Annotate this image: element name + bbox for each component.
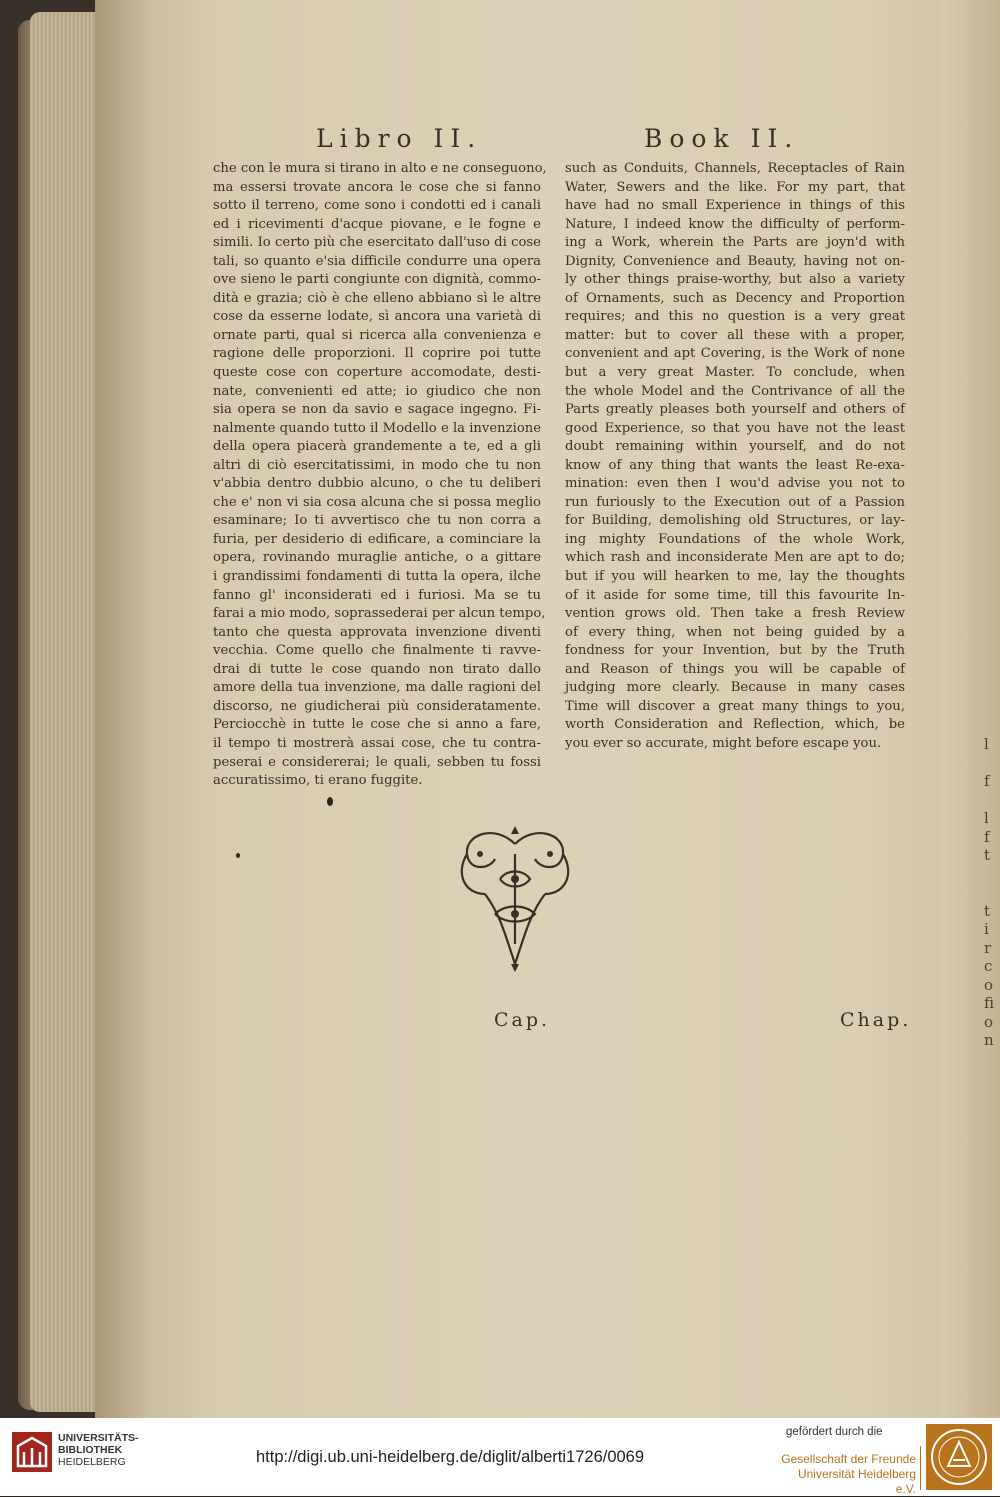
text-line: of every thing, when not being guided by a bbox=[565, 624, 905, 640]
library-name-line: BIBLIOTHEK bbox=[58, 1444, 123, 1456]
text-line: Nature, I indeed know the difficulty of perform- bbox=[565, 216, 905, 232]
text-line: sotto il terreno, come sono i condotti ed i canali bbox=[213, 198, 541, 214]
text-line: farai a mio modo, soprassederai per alcun tempo, bbox=[213, 606, 546, 622]
text-line: amore della tua invenzione, ma dalle ragioni del bbox=[213, 680, 541, 696]
text-line: have had no small Experience in things of this bbox=[565, 198, 905, 214]
margin-letter: r bbox=[984, 938, 992, 957]
ink-spot bbox=[327, 797, 333, 806]
margin-letter bbox=[984, 865, 1000, 884]
margin-letter: l bbox=[984, 735, 989, 753]
text-line: i grandissimi fondamenti di tutta la opera, ilche bbox=[213, 569, 541, 585]
text-line: ing a Work, wherein the Parts are joyn'd with bbox=[565, 235, 905, 251]
text-line: ornate parti, qual si ricerca alla convenienza e bbox=[213, 327, 541, 343]
text-line: convenient and apt Covering, is the Work of none bbox=[565, 346, 905, 362]
text-line: della opera piacerà grandemente a te, ed a gli bbox=[213, 439, 541, 455]
text-line: doubt remaining within yourself, and do not bbox=[565, 439, 905, 455]
sponsor-name-line: Gesellschaft der Freunde bbox=[781, 1452, 916, 1466]
text-line: of it aside for some time, till this favourite In- bbox=[565, 587, 905, 603]
university-library-logo-icon bbox=[12, 1432, 52, 1472]
text-line: ly other things praise-worthy, but also a variety bbox=[565, 272, 905, 288]
italian-text-column bbox=[213, 160, 547, 791]
document-url[interactable]: http://digi.ub.uni-heidelberg.de/diglit/alberti1726/0069 bbox=[256, 1448, 645, 1466]
text-line: altri di ciò esercitatissimi, in modo che tu non bbox=[213, 457, 541, 473]
library-name-line: UNIVERSITÄTS- bbox=[58, 1432, 139, 1444]
text-line: tali, so quanto e'sia difficile condurre una opera bbox=[213, 253, 541, 269]
text-line: fanno gl' inconsiderati ed i furiosi. Ma se tu bbox=[213, 587, 541, 603]
text-line: dità e grazia; ciò è che elleno abbiano sì le altre bbox=[213, 290, 541, 306]
margin-letter: o bbox=[984, 975, 994, 994]
text-line: ma essersi trovate ancora le cose che si fanno bbox=[213, 179, 541, 195]
margin-letter: o bbox=[984, 1012, 994, 1031]
margin-letter: t bbox=[984, 901, 991, 920]
text-line: for Building, demolishing old Structures, or lay- bbox=[565, 513, 905, 529]
catchword-italian: Cap. bbox=[494, 1009, 551, 1031]
margin-letter: c bbox=[984, 957, 993, 975]
sponsor-label: gefördert durch die bbox=[786, 1426, 883, 1438]
catchword-english: Chap. bbox=[840, 1009, 912, 1031]
text-line: furia, per desiderio di edificare, a cominciare la bbox=[213, 531, 541, 547]
society-seal-icon bbox=[926, 1424, 992, 1490]
text-line: you ever so accurate, might before escape you. bbox=[565, 735, 882, 751]
sponsor-name bbox=[778, 1452, 916, 1497]
text-line: fondness for your Invention, but by the Truth bbox=[565, 643, 905, 659]
facing-page-margin-letters bbox=[984, 735, 1000, 1050]
text-line: Parts greatly pleases both yourself and others of bbox=[565, 402, 905, 418]
text-line: che con le mura si tirano in alto e ne conseguono, bbox=[213, 161, 547, 176]
text-line: vention grows old. Then take a fresh Review bbox=[565, 606, 905, 622]
text-line: ed i ricevimenti d'acque piovane, e le fogne e bbox=[213, 216, 541, 232]
page-gutter bbox=[940, 0, 1000, 1418]
margin-letter bbox=[984, 791, 1000, 810]
text-line: matter: but to cover all these with a proper, bbox=[565, 327, 905, 343]
running-head-italian: Libro II. bbox=[316, 124, 483, 153]
text-line: and Reason of things you will be capable of bbox=[565, 661, 905, 677]
text-line: worth Consideration and Reflection, which, be bbox=[565, 717, 905, 733]
text-line: v'abbia dentro dubbio alcuno, o che tu deliberi bbox=[213, 476, 541, 492]
text-line: vecchia. Come quello che finalmente ti ravve- bbox=[213, 643, 541, 659]
margin-letter bbox=[984, 883, 1000, 902]
text-line: the whole Model and the Contrivance of all the bbox=[565, 383, 905, 399]
margin-letter: f bbox=[984, 772, 990, 790]
sponsor-divider bbox=[920, 1446, 921, 1490]
page-stack bbox=[30, 12, 104, 1412]
sponsor-name-line: Universität Heidelberg e.V. bbox=[797, 1467, 916, 1496]
text-line: che e' non vi sia cosa alcuna che si possa meglio bbox=[213, 494, 541, 510]
margin-letter: n bbox=[984, 1031, 994, 1049]
text-line: ragione delle proporzioni. Il coprire poi tutte bbox=[213, 346, 541, 362]
running-head-english: Book II. bbox=[644, 124, 800, 153]
english-text-column bbox=[565, 160, 905, 754]
footer-bar bbox=[0, 1418, 1000, 1496]
margin-letter: l bbox=[984, 809, 989, 827]
text-line: know of any thing that wants the least Re-exa- bbox=[565, 457, 905, 473]
floral-ornament-icon bbox=[455, 824, 575, 974]
text-line: Water, Sewers and the like. For my part, that bbox=[565, 179, 905, 195]
text-line: nalmente quando tutto il Modello e la invenzione bbox=[213, 420, 542, 436]
text-line: il tempo ti mostrerà assai cose, che tu contra- bbox=[213, 735, 541, 751]
text-line: sia opera se non da savio e sagace ingegno. Fi- bbox=[213, 402, 541, 418]
text-line: but a very great Master. To conclude, when bbox=[565, 365, 905, 381]
text-line: ove sieno le parti congiunte con dignità, commo- bbox=[213, 272, 541, 288]
text-line: ing mighty Foundations of the whole Work, bbox=[565, 531, 905, 547]
text-line: esaminare; Io ti avvertisco che tu non corra a bbox=[213, 513, 541, 529]
text-line: queste cose con coperture accomodate, desti- bbox=[213, 365, 541, 381]
text-line: mination: even then I wou'd advise you not to bbox=[565, 476, 905, 492]
text-line: Perciocchè in tutte le cose che si anno a fare, bbox=[213, 717, 541, 733]
text-line: opera, rovinando muraglie antiche, o a gittare bbox=[213, 550, 541, 566]
text-line: judging more clearly. Because in many cases bbox=[565, 680, 905, 696]
text-line: which rash and inconsiderate Men are apt to do; bbox=[565, 550, 905, 566]
text-line: requires; and this no question is a very great bbox=[565, 309, 905, 325]
ink-spot bbox=[236, 853, 240, 858]
library-name-line: HEIDELBERG bbox=[58, 1456, 126, 1468]
margin-letter: f bbox=[984, 827, 990, 846]
text-line: cose da esserne lodate, sì ancora una varietà di bbox=[213, 309, 541, 325]
text-line: simili. Io certo più che esercitato dall'uso di cose bbox=[213, 235, 541, 251]
text-line: peserai e considererai; le quali, sebben tu fossi bbox=[213, 754, 541, 770]
text-line: discorso, ne giudicherai più consideratamente. bbox=[213, 698, 541, 714]
text-line: good Experience, so that you have not the least bbox=[565, 420, 905, 436]
text-line: Dignity, Convenience and Beauty, having not on- bbox=[565, 253, 905, 269]
text-line: nate, convenienti ed atte; io giudico che non bbox=[213, 383, 541, 399]
text-line: accuratissimo, ti erano fuggite. bbox=[213, 773, 423, 789]
text-line: drai di tutte le cose quando non tirato dallo bbox=[213, 661, 541, 677]
text-line: Time will discover a great many things to you, bbox=[565, 698, 905, 714]
text-line: such as Conduits, Channels, Receptacles of Rain bbox=[565, 161, 905, 176]
text-line: of Ornaments, such as Decency and Proportion bbox=[565, 290, 905, 306]
margin-letter: fi bbox=[984, 994, 995, 1012]
text-line: but if you will hearken to me, lay the thoughts bbox=[565, 569, 905, 585]
text-line: run furiously to the Execution out of a Passion bbox=[565, 494, 905, 510]
margin-letter: t bbox=[984, 846, 991, 864]
library-name bbox=[58, 1432, 139, 1468]
margin-letter bbox=[984, 754, 1000, 773]
margin-letter: i bbox=[984, 920, 989, 938]
text-line: tanto che questa approvata invenzione diventi bbox=[213, 624, 541, 640]
